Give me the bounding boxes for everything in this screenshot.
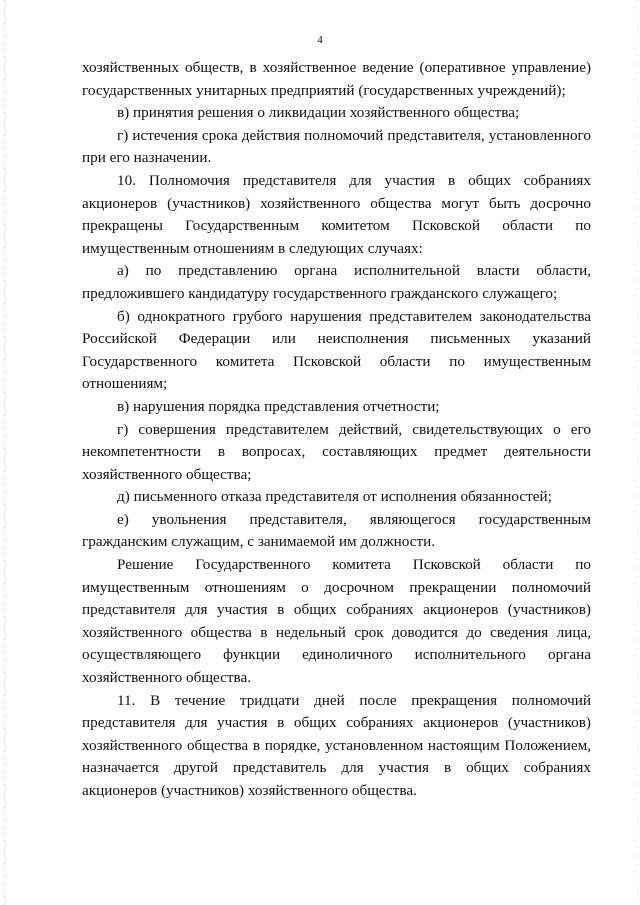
list-item-g-incompetence: г) совершения представителем действий, свидетельствующих о его некомпетентности в вопросах, составляющих предмет деятельности хозяйственного общества; xyxy=(82,420,591,483)
list-item-g-term-expiry: г) истечения срока действия полномочий представителя, установленного при его назначении. xyxy=(82,126,591,167)
list-item-v-liquidation: в) принятия решения о ликвидации хозяйственного общества; xyxy=(117,104,520,122)
list-item-d-refusal: д) письменного отказа представителя от исполнения обязанностей; xyxy=(117,488,552,506)
list-item-a-submission: а) по представлению органа исполнительной власти области, предложившего кандидатуру государственного гражданского служащего; xyxy=(82,262,591,302)
paragraph-decision: Решение Государственного комитета Псковской области по имущественным отношениям о досрочном прекращении полномочий представителя для участия в общих собраниях акционеров (участников) хозяйственного общества в недельный срок доводится до сведения лица, осуществляющего функции единоличного исполнительного органа хозяйственного общества. xyxy=(82,556,591,687)
scan-edge-left xyxy=(4,0,5,905)
scan-edge-right xyxy=(637,0,638,905)
clause-11: 11. В течение тридцати дней после прекращения полномочий представителя для участия в общих собраниях акционеров (участников) хозяйственного общества в порядке, установленном настоящим Положением, назначается другой представитель для участия в общих собраниях акционеров (участников) хозяйственного общества. xyxy=(82,691,591,799)
list-item-e-dismissal: е) увольнения представителя, являющегося государственным гражданским служащим, с занимаемой им должности. xyxy=(82,510,591,551)
list-item-v-reporting: в) нарушения порядка представления отчетности; xyxy=(117,397,440,415)
list-item-b-violation: б) однократного грубого нарушения представителем законодательства Российской Федерации или неисполнения письменных указаний Государственного комитета Псковской области по имущественным отношениям; xyxy=(82,307,591,393)
document-body xyxy=(82,57,591,803)
page-number: 4 xyxy=(317,34,323,46)
paragraph-continuation: хозяйственных обществ, в хозяйственное ведение (оперативное управление) государственных унитарных предприятий (государственных учреждений); xyxy=(82,59,591,99)
clause-10: 10. Полномочия представителя для участия в общих собраниях акционеров (участников) хозяйственного общества могут быть досрочно прекращены Государственным комитетом Псковской области по имущественным отношениям в следующих случаях: xyxy=(82,171,591,257)
